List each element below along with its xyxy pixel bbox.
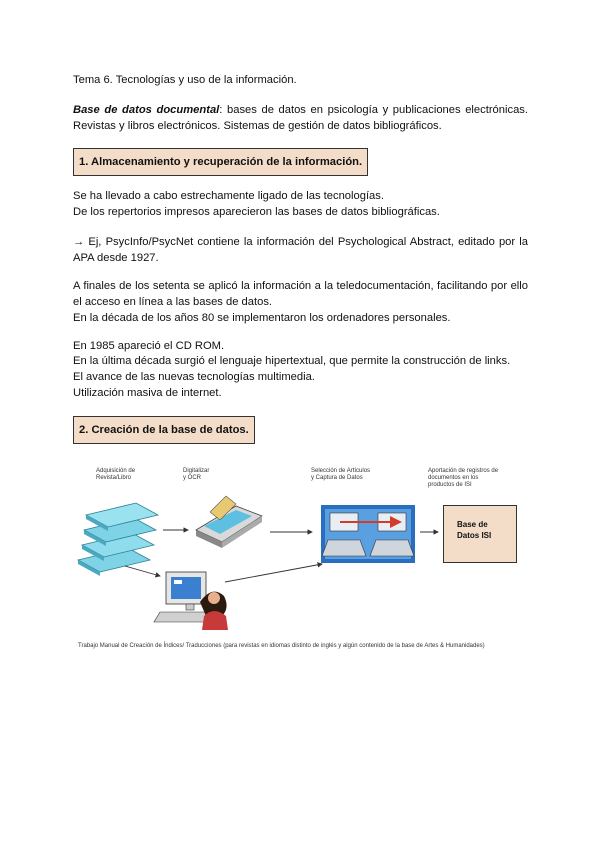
s1-paragraph-5: En la década de los años 80 se implementaron los ordenadores personales. <box>73 312 451 324</box>
section-2-heading: 2. Creación de la base de datos. <box>73 416 255 444</box>
journals-stack-icon <box>78 503 158 576</box>
person-at-computer-icon <box>154 572 228 630</box>
isi-database-label: Base de Datos ISI <box>457 520 492 540</box>
document-title: Tema 6. Tecnologías y uso de la información. <box>73 74 297 86</box>
arrow-5 <box>225 564 322 582</box>
step-2-label: Digitalizar y OCR <box>183 468 210 481</box>
s1-paragraph-1: Se ha llevado a cabo estrechamente ligado de las tecnologías. <box>73 190 384 202</box>
s1-paragraph-9: Utilización masiva de internet. <box>73 387 222 399</box>
step-4-label: Aportación de registros de documentos en los productos de ISI <box>428 468 499 488</box>
diagram-caption: Trabajo Manual de Creación de Índices/ Traducciones (para revistas en idiomas distinto de inglés y algún contenido de la base de Artes & Humanidades) <box>78 643 485 649</box>
s1-paragraph-7: En la última década surgió el lenguaje hipertextual, que permite la construcción de links. <box>73 355 511 367</box>
data-capture-icon <box>321 505 415 563</box>
scanner-icon <box>196 496 262 548</box>
intro-text: : bases de datos en psicología y publicaciones electrónicas. Revistas y libros electrónicos. Sistemas de gestión de datos bibliográficos. <box>73 104 528 132</box>
section-1-heading: 1. Almacenamiento y recuperación de la información. <box>73 148 368 176</box>
s1-paragraph-2: De los repertorios impresos aparecieron las bases de datos bibliográficas. <box>73 206 440 218</box>
isi-database-box <box>443 505 517 563</box>
intro-term: Base de datos documental <box>73 104 220 116</box>
step-3-label: Selección de Artículos y Captura de Datos <box>311 468 371 481</box>
s1-paragraph-3: → Ej, PsycInfo/PsycNet contiene la información del Psychological Abstract, editado por la APA desde 1927. <box>73 236 528 264</box>
s1-paragraph-4: A finales de los setenta se aplicó la información a la teledocumentación, facilitando por ello el acceso en línea a las bases de datos. <box>73 280 528 308</box>
s1-paragraph-6: En 1985 apareció el CD ROM. <box>73 340 225 352</box>
arrow-4 <box>125 566 160 576</box>
step-1-label: Adquisición de Revista/Libro <box>96 468 136 481</box>
s1-paragraph-8: El avance de las nuevas tecnologías multimedia. <box>73 371 315 383</box>
